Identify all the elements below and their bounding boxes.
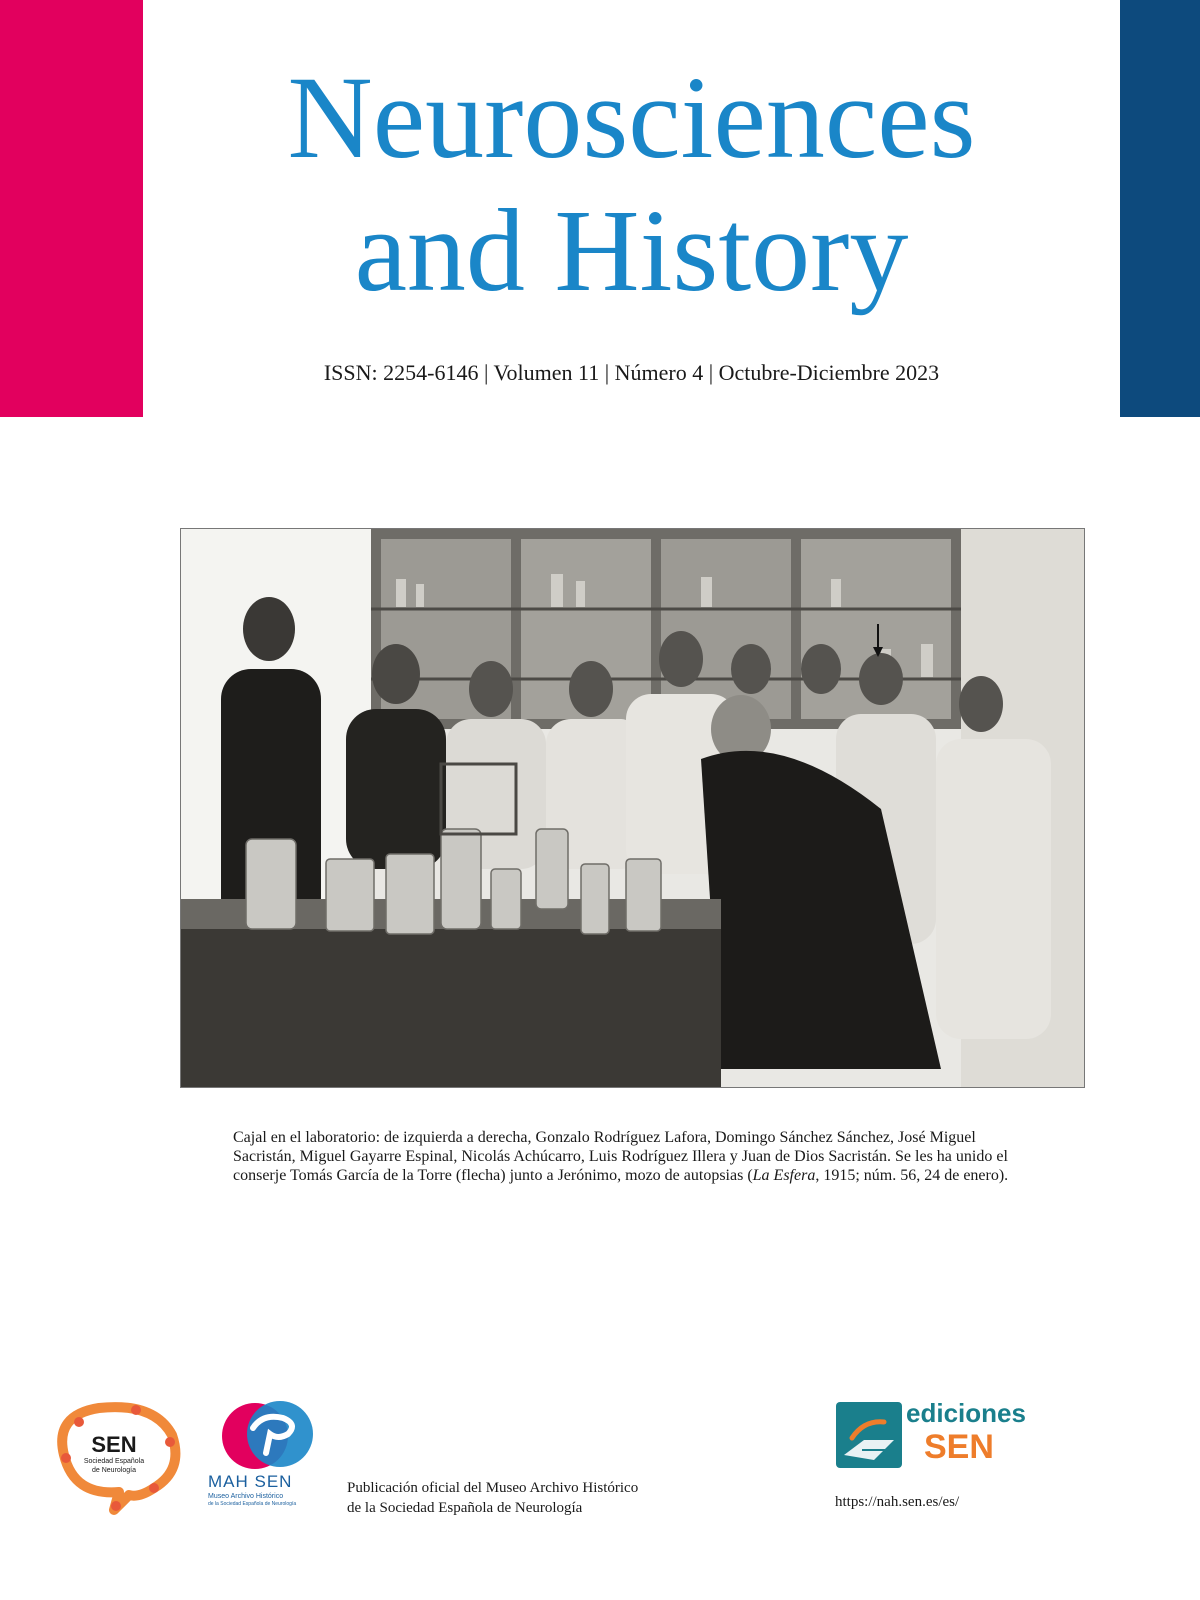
caption-italic-source: La Esfera <box>752 1167 816 1184</box>
magenta-band <box>0 0 143 417</box>
sen-logo <box>44 1400 184 1518</box>
ediciones-sen-logo <box>834 1400 1024 1470</box>
mah-sen-logo-name: MAH SEN <box>208 1472 293 1491</box>
journal-title-line2: and History <box>354 185 909 316</box>
publication-line-1: Publicación oficial del Museo Archivo Histórico <box>347 1480 639 1496</box>
mah-sen-logo-subtitle-2: de la Sociedad Española de Neurología <box>208 1501 297 1507</box>
cover-photograph <box>180 528 1085 1088</box>
ediciones-sen-label: SEN <box>924 1428 994 1466</box>
ediciones-label: ediciones <box>906 1398 1026 1428</box>
publication-line-2: de la Sociedad Española de Neurología <box>347 1500 583 1516</box>
publication-statement <box>347 1478 638 1518</box>
issue-info: ISSN: 2254-6146 | Volumen 11 | Número 4 | Octubre-Diciembre 2023 <box>323 360 940 385</box>
caption-text-part1: Cajal en el laboratorio: de izquierda a derecha, Gonzalo Rodríguez Lafora, Domingo Sánchez Sánchez, José Miguel Sacristán, Miguel Gayarre Espinal, Nicolás Achúcarro, Luis Rodríguez Illera y Juan de Dios Sacristán. Se les ha unido el conserje Tomás García de la Torre (flecha) junto a Jerónimo, mozo de autopsias ( <box>233 1129 1008 1184</box>
journal-title-line1: Neurosciences <box>287 52 976 183</box>
mah-sen-logo-subtitle-1: Museo Archivo Histórico <box>208 1493 284 1500</box>
sen-logo-subtitle-2: de Neurología <box>92 1467 136 1474</box>
navy-band <box>1120 0 1200 417</box>
sen-logo-subtitle-1: Sociedad Española <box>83 1458 145 1465</box>
photo-caption <box>233 1128 1023 1185</box>
journal-url[interactable]: https://nah.sen.es/es/ <box>835 1494 960 1510</box>
sen-logo-name: SEN <box>91 1432 137 1457</box>
mah-sen-logo <box>208 1398 328 1510</box>
caption-text-part2: , 1915; núm. 56, 24 de enero). <box>815 1167 1009 1184</box>
